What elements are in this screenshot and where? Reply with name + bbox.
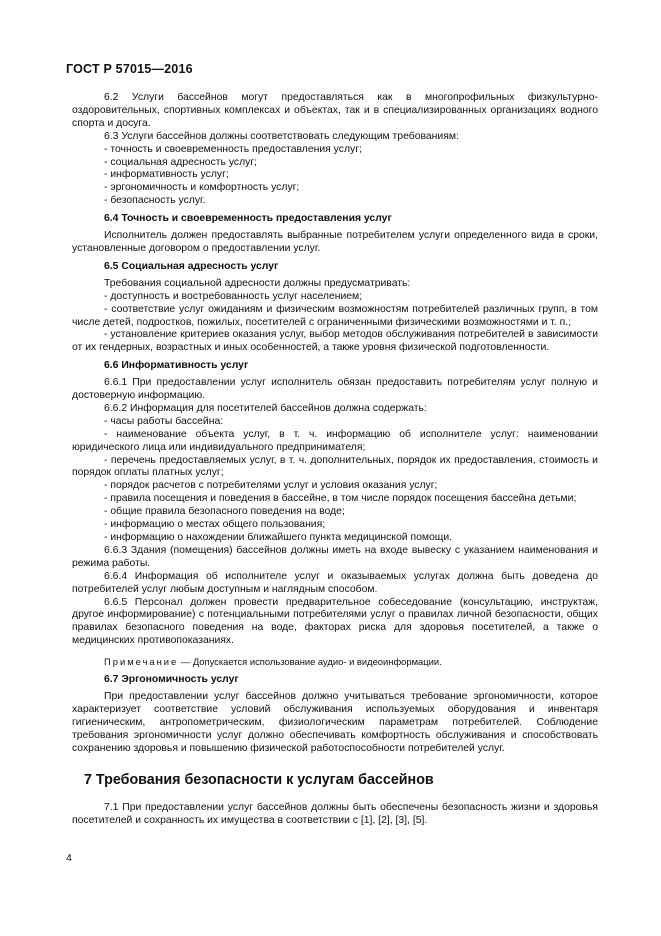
body-paragraph: - порядок расчетов с потребителями услуг и условия оказания услуг; (104, 480, 438, 492)
body-paragraph: 6.2 Услуги бассейнов могут предоставляться как в многопрофильных физкультурно-оздоровительных, спортивных комплексах и объектах, так и в специализированных организациях водного спорта и досуга. (72, 92, 598, 129)
section-heading: 6.6 Информативность услуг (104, 360, 249, 372)
body-paragraph: - правила посещения и поведения в бассейне, в том числе порядок посещения бассейна детьми; (104, 493, 577, 505)
note-label: Примечание (104, 656, 179, 668)
body-paragraph: 6.6.2 Информация для посетителей бассейнов должна содержать: (104, 402, 427, 414)
body-paragraph: - социальная адресность услуг; (104, 156, 258, 168)
body-paragraph: При предоставлении услуг бассейнов должно учитываться требование эргономичности, которое характеризует соответствие условий обслуживания используемых оборудования и инвентаря гигиеническим, антропометрическим, физиологическим параметрам потребителей. Соблюдение требования эргономичности услуг должно обеспечивать комфортность обслуживания и способствовать сохранению здоровья и повышению физической работоспособности потребителей услуг. (72, 690, 598, 754)
body-paragraph: - доступность и востребованность услуг населением; (104, 290, 363, 302)
body-paragraph: 6.3 Услуги бассейнов должны соответствовать следующим требованиям: (104, 130, 459, 142)
body-paragraph: Требования социальной адресности должны предусматривать: (104, 277, 411, 289)
section-heading: 6.4 Точность и своевременность предоставления услуг (104, 213, 392, 225)
body-paragraph: 6.6.1 При предоставлении услуг исполнитель обязан предоставить потребителям услуг полную и достоверную информацию. (72, 377, 598, 402)
body-paragraph: - перечень предоставляемых услуг, в т. ч. дополнительных, порядок их предоставления, стоимость и порядок оплаты платных услуг; (72, 454, 598, 479)
body-paragraph: - информацию о местах общего пользования; (104, 519, 326, 531)
body-paragraph: - информативность услуг; (104, 169, 229, 181)
body-paragraph: - безопасность услуг. (104, 195, 206, 207)
chapter-heading: 7 Требования безопасности к услугам бассейнов (84, 771, 434, 788)
body-paragraph: - точность и своевременность предоставления услуг; (104, 143, 362, 155)
body-paragraph: - установление критериев оказания услуг, выбор методов обслуживания потребителей в зависимости от их гендерных, возрастных и иных особенностей, а также уровня физической подготовленности. (72, 329, 598, 354)
body-paragraph: 7.1 При предоставлении услуг бассейнов должны быть обеспечены безопасность жизни и здоровья посетителей и сохранность их имущества в соответствии с [1], [2], [3], [5]. (72, 802, 598, 827)
body-paragraph: - наименование объекта услуг, в т. ч. информацию об исполнителе услуг: наименовании юридического лица или индивидуального предпринимателя; (72, 428, 598, 453)
body-paragraph: - часы работы бассейна: (104, 415, 224, 427)
body-paragraph: 6.6.4 Информация об исполнителе услуг и оказываемых услугах должна быть доведена до потребителей услуг любым доступным и наглядным способом. (72, 570, 598, 595)
document-header: ГОСТ Р 57015—2016 (66, 62, 193, 76)
page-number: 4 (66, 852, 72, 864)
section-heading: 6.5 Социальная адресность услуг (104, 260, 279, 272)
section-heading: 6.7 Эргономичность услуг (104, 674, 239, 686)
document-body (72, 92, 598, 828)
body-paragraph: - информацию о нахождении ближайшего пункта медицинской помощи. (104, 532, 453, 543)
body-paragraph: - общие правила безопасного поведения на воде; (104, 506, 345, 518)
note-paragraph (72, 656, 598, 669)
body-paragraph: 6.6.5 Персонал должен провести предварительное собеседование (консультацию, инструктаж, другое информирование) с потенциальными потребителями услуг о правилах личной безопасности, общих правилах безопасного поведения на воде, факторах риска для здоровья посетителей, а также о медицинских противопоказаниях. (72, 596, 598, 647)
body-paragraph: - соответствие услуг ожиданиям и физическим возможностям потребителей различных групп, в том числе детей, подростков, пожилых, посетителей с ограниченными физическими возможностями и т. п.; (72, 303, 598, 328)
note-text: — Допускается использование аудио- и видеоинформации. (178, 656, 442, 668)
body-paragraph: 6.6.3 Здания (помещения) бассейнов должны иметь на входе вывеску с указанием наименования и режима работы. (72, 544, 598, 569)
body-paragraph: - эргономичность и комфортность услуг; (104, 182, 300, 194)
body-paragraph: Исполнитель должен предоставлять выбранные потребителем услуги определенного вида в сроки, установленные договором о предоставлении услуг. (72, 230, 598, 254)
